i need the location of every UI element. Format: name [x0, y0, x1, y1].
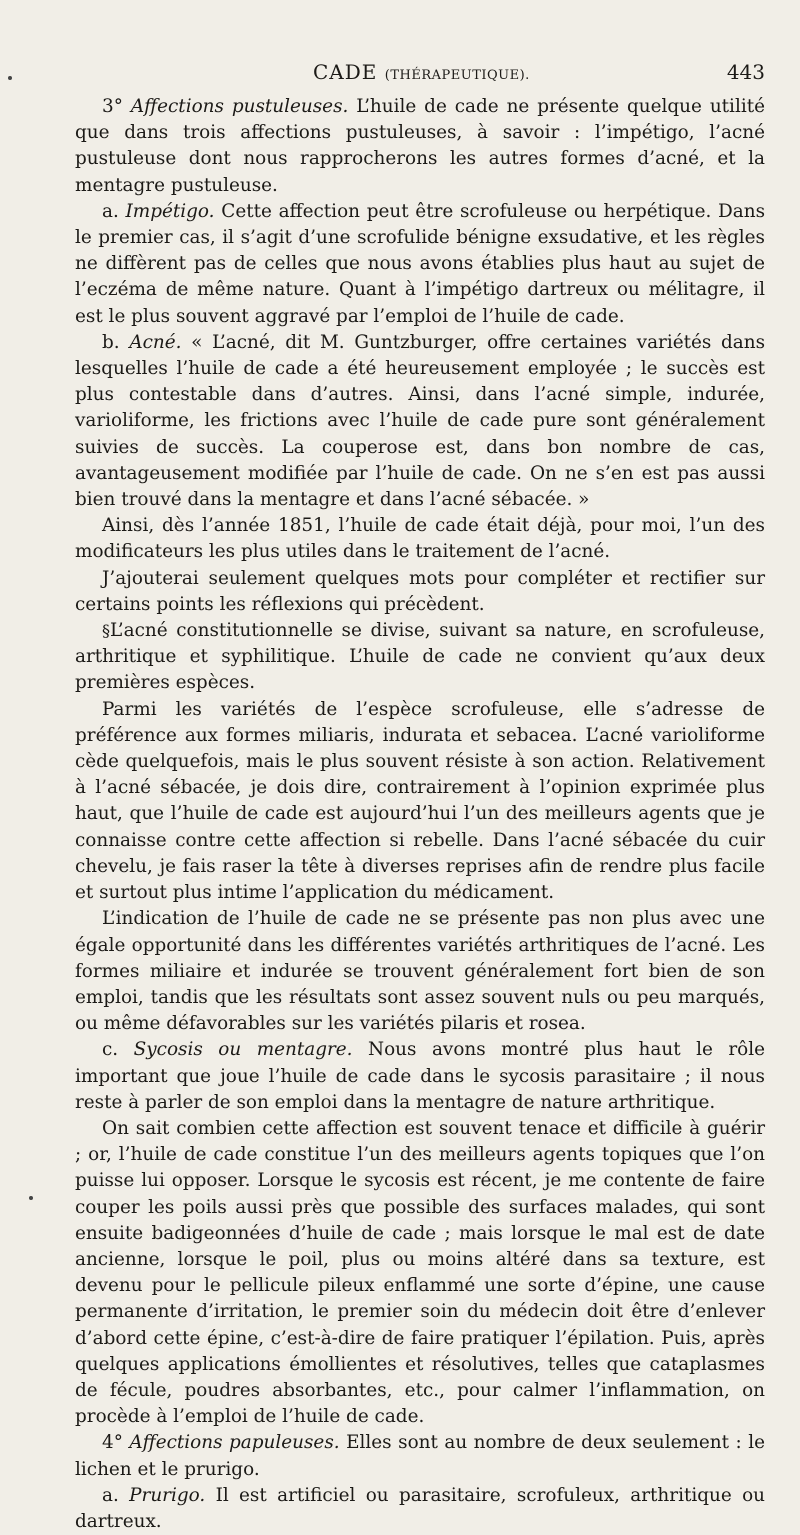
paragraph: b. Acné. « L’acné, dit M. Guntzburger, offre certaines variétés dans lesquelles l’huile de cade a été heureusement employée ; le succès est plus contestable dans d’autres. Ainsi, dans l’acné simple, indurée, varioliforme, les frictions avec l’huile de cade pure sont généralement suivies de succès. La couperose est, dans bon nombre de cas, avantageusement modifiée par l’huile de cade. On ne s’en est pas aussi bien trouvé dans la mentagre et dans l’acné sébacée. » [75, 331, 766, 511]
page-speck [8, 76, 12, 80]
paragraph: a. Impétigo. Cette affection peut être scrofuleuse ou herpétique. Dans le premier cas, il s’agit d’une scrofulide bénigne exsudative, et les règles ne diffèrent pas de celles que nous avons établies plus haut au sujet de l’eczéma de même nature. Quant à l’impétigo dartreux ou mélitagre, il est le plus souvent aggravé par l’emploi de l’huile de cade. [75, 200, 766, 327]
section-heading: Affections pustuleuses. [130, 96, 349, 117]
section-heading: Impétigo. [125, 200, 215, 222]
section-heading: Affections papuleuses. [129, 1432, 340, 1454]
paragraph: J’ajouterai seulement quelques mots pour compléter et rectifier sur certains points les réflexions qui précèdent. [75, 567, 765, 615]
section-heading: Prurigo. [129, 1484, 206, 1506]
page-speck [29, 1196, 33, 1200]
paragraph: a. Prurigo. Il est artificiel ou parasitaire, scrofuleux, arthritique ou dartreux. [75, 1484, 765, 1532]
paragraph: Ainsi, dès l’année 1851, l’huile de cade était déjà, pour moi, l’un des modificateurs les plus utiles dans le traitement de l’acné. [75, 515, 765, 563]
section-heading: Sycosis ou mentagre. [133, 1039, 353, 1061]
marginal-mark: § [102, 621, 110, 641]
running-header [75, 60, 765, 88]
paragraph: On sait combien cette affection est souvent tenace et difficile à guérir ; or, l’huile de cade constitue l’un des meilleurs agents topiques que l’on puisse lui opposer. Lorsque le sycosis est récent, je me contente de faire couper les poils aussi près que possible des surfaces malades, qui sont ensuite badigeonnées d’huile de cade ; mais lorsque le mal est de date ancienne, lorsque le poil, plus ou moins altéré dans sa texture, est devenu pour le pellicule pileux enflammé une sorte d’épine, une cause permanente d’irritation, le premier soin du médecin doit être d’enlever d’abord cette épine, c’est-à-dire de faire pratiquer l’épilation. Puis, après quelques applications émollientes et résolutives, telles que cataplasmes de fécule, poudres absorbantes, etc., pour calmer l’inflammation, on procède à l’emploi de l’huile de cade. [75, 1117, 765, 1428]
paragraph: 4° Affections papuleuses. Elles sont au nombre de deux seulement : le lichen et le prurigo. [75, 1432, 765, 1480]
paragraph: L’indication de l’huile de cade ne se présente pas non plus avec une égale opportunité dans les différentes variétés arthritiques de l’acné. Les formes miliaire et indurée se trouvent généralement fort bien de son emploi, tandis que les résultats sont assez souvent nuls ou peu marqués, ou même défavorables sur les variétés pilaris et rosea. [75, 908, 765, 1035]
body-text [75, 94, 765, 1535]
section-heading: Acné. [129, 331, 182, 353]
paragraph: §L’acné constitutionnelle se divise, suivant sa nature, en scrofuleuse, arthritique et syphilitique. L’huile de cade ne convient qu’aux deux premières espèces. [75, 620, 765, 694]
paragraph: c. Sycosis ou mentagre. Nous avons montré plus haut le rôle important que joue l’huile de cade dans le sycosis parasitaire ; il nous reste à parler de son emploi dans la mentagre de nature arthritique. [75, 1039, 765, 1113]
paragraph: 3° Affections pustuleuses. L’huile de cade ne présente quelque utilité que dans trois affections pustuleuses, à savoir : l’impétigo, l’acné pustuleuse dont nous rapprocherons les autres formes d’acné, et la mentagre pustuleuse. [75, 96, 765, 196]
running-title: CADE (THÉRAPEUTIQUE). [313, 60, 530, 84]
paragraph: Parmi les variétés de l’espèce scrofuleuse, elle s’adresse de préférence aux formes miliaris, indurata et sebacea. L’acné varioliforme cède quelquefois, mais le plus souvent résiste à son action. Relativement à l’acné sébacée, je dois dire, contrairement à l’opinion exprimée plus haut, que l’huile de cade est aujourd’hui l’un des meilleurs agents que je connaisse contre cette affection si rebelle. Dans l’acné sébacée du cuir chevelu, je fais raser la tête à diverses reprises afin de rendre plus facile et surtout plus intime l’application du médicament. [75, 698, 765, 904]
page-number: 443 [726, 60, 765, 84]
